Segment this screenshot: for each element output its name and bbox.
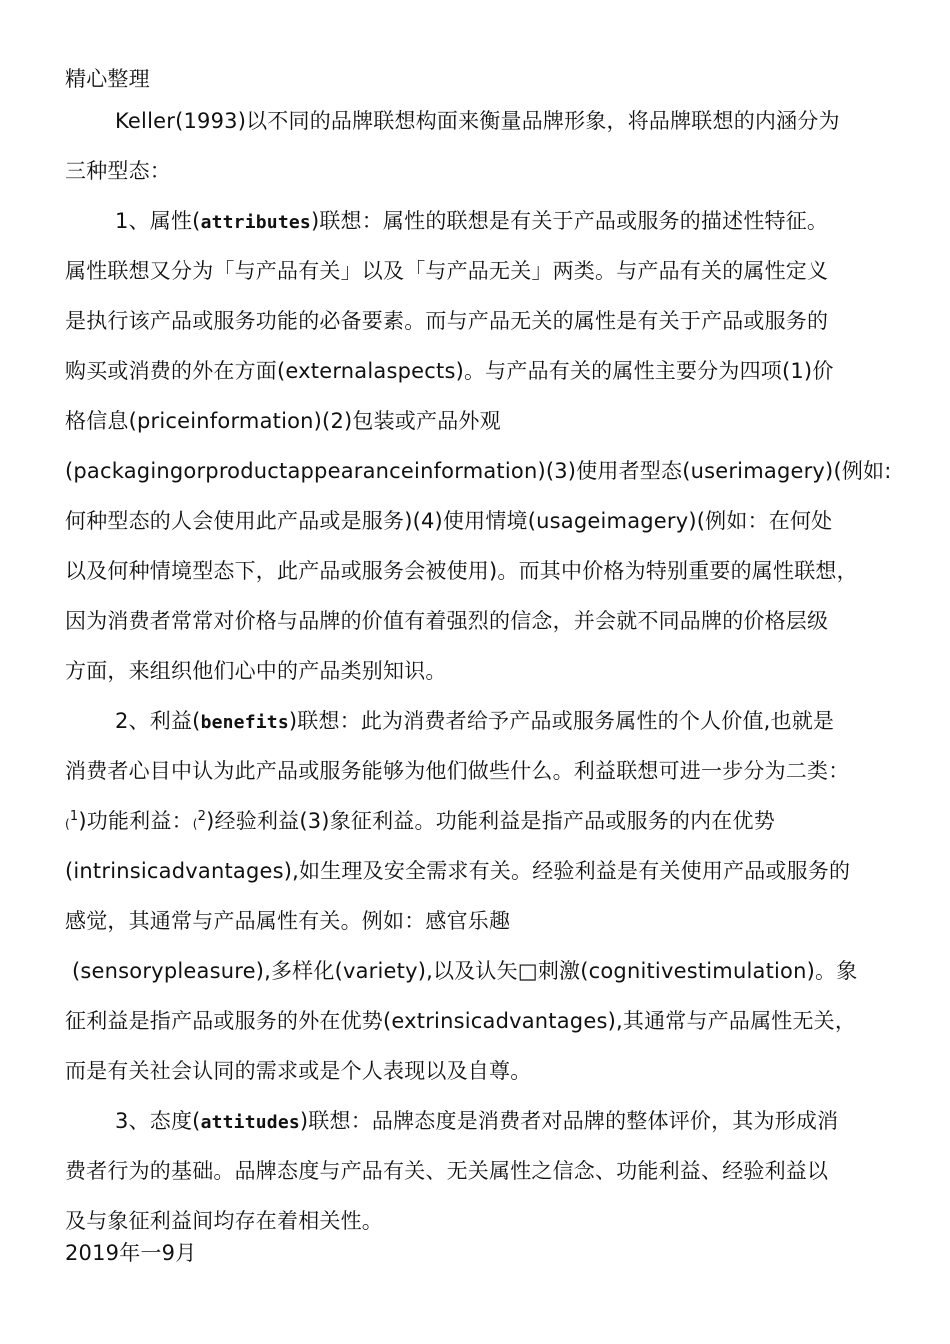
section1-heading-text: )联想：属性的联想是有关于产品或服务的描述性特征。: [310, 209, 829, 233]
section2-line: (intrinsicadvantages),如生理及安全需求有关。经验利益是有关使用产品或服务的: [65, 859, 851, 883]
paren-open: (: [65, 817, 70, 831]
page-header: 精心整理: [65, 67, 150, 91]
section3-heading-text: )联想：品牌态度是消费者对品牌的整体评价，其为形成消: [299, 1109, 839, 1133]
section2-number: 2、利益(: [115, 709, 201, 733]
section2-heading: [115, 708, 834, 736]
section1-number: 1、属性(: [115, 209, 201, 233]
section2-term: benefits: [200, 712, 289, 733]
superscript-one: 1: [69, 809, 79, 824]
intro-line-1: Keller(1993)以不同的品牌联想构面来衡量品牌形象，将品牌联想的内涵分为: [115, 109, 840, 133]
section3-number: 3、态度(: [115, 1109, 201, 1133]
section1-term: attributes: [200, 212, 311, 233]
section1-line: 是执行该产品或服务功能的必备要素。而与产品无关的属性是有关于产品或服务的: [65, 309, 829, 333]
section3-term: attitudes: [200, 1112, 300, 1133]
section2-benefit-types-line: [65, 808, 775, 837]
section2-line: 而是有关社会认同的需求或是个人表现以及自尊。: [65, 1059, 532, 1083]
section1-line: 格信息(priceinformation)(2)包装或产品外观: [65, 409, 501, 433]
section2-line: 消费者心目中认为此产品或服务能够为他们做些什么。利益联想可进一步分为二类：: [65, 759, 850, 783]
section1-line: (packagingorproductappearanceinformation)(3)使用者型态(userimagery)(例如:: [65, 459, 892, 483]
section3-heading: [115, 1108, 838, 1136]
section3-line: 及与象征利益间均存在着相关性。: [65, 1209, 383, 1233]
section2-line: 征利益是指产品或服务的外在优势(extrinsicadvantages),其通常与产品属性无关，: [65, 1009, 857, 1033]
section1-line: 因为消费者常常对价格与品牌的价值有着强烈的信念，并会就不同品牌的价格层级: [65, 609, 829, 633]
experiential-benefit-text: )经验利益(3)象征利益。功能利益是指产品或服务的内在优势: [206, 809, 775, 833]
section2-heading-text: )联想：此为消费者给予产品或服务属性的个人价值,也就是: [288, 709, 835, 733]
section1-line: 方面，来组织他们心中的产品类别知识。: [65, 659, 447, 683]
functional-benefit-text: )功能利益：: [78, 809, 193, 833]
section1-line: 购买或消费的外在方面(externalaspects)。与产品有关的属性主要分为四项(1)价: [65, 359, 834, 383]
page-footer-date: 2019年一9月: [65, 1241, 197, 1265]
section2-line: 感觉，其通常与产品属性有关。例如：感官乐趣: [65, 909, 511, 933]
section1-line: 以及何种情境型态下，此产品或服务会被使用)。而其中价格为特别重要的属性联想，: [65, 559, 858, 583]
paren-open: (: [192, 817, 198, 831]
section1-line: 何种型态的人会使用此产品或是服务)(4)使用情境(usageimagery)(例如：在何处: [65, 509, 833, 533]
section3-line: 费者行为的基础。品牌态度与产品有关、无关属性之信念、功能利益、经验利益以: [65, 1159, 829, 1183]
section1-heading: [115, 208, 828, 236]
section2-line: (sensorypleasure),多样化(variety),以及认矢□刺激(cognitivestimulation)。象: [72, 959, 858, 983]
superscript-two: 2: [197, 809, 207, 824]
section1-line: 属性联想又分为「与产品有关」以及「与产品无关」两类。与产品有关的属性定义: [65, 259, 829, 283]
intro-line-2: 三种型态：: [65, 159, 171, 183]
